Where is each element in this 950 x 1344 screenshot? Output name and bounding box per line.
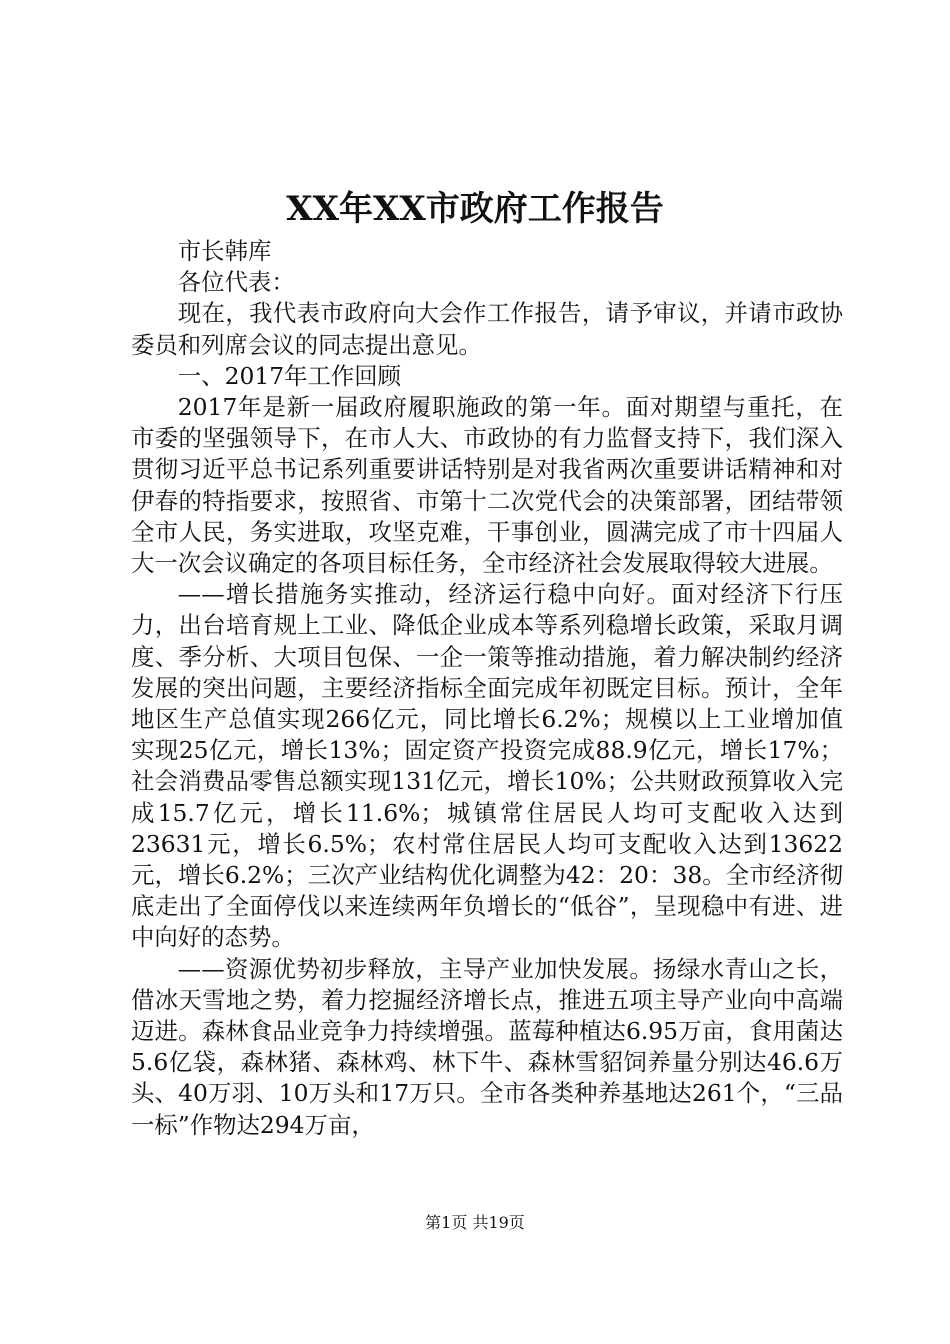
paragraph-industry: ——资源优势初步释放，主导产业加快发展。扬绿水青山之长，借冰天雪地之势，着力挖掘经济增长点，推进五项主导产业向中高端迈进。森林食品业竞争力持续增强。蓝莓种植达6.95万亩，食用菌达5.6亿袋，森林猪、森林鸡、林下牛、森林雪貂饲养量分别达46.6万头、40万羽、10万头和17万只。全市各类种养基地达261个，“三品一标”作物达294万亩， [131,954,844,1139]
paragraph-intro: 现在，我代表市政府向大会作工作报告，请予审议，并请市政协委员和列席会议的同志提出意见。 [131,299,843,359]
document-title: XX年XX市政府工作报告 [286,189,664,229]
paragraph-growth: ——增长措施务实推动，经济运行稳中向好。面对经济下行压力，出台培育规上工业、降低企业成本等系列稳增长政策，采取月调度、季分析、大项目包保、一企一策等推动措施，着力解决制约经济发展的突出问题，主要经济指标全面完成年初既定目标。预计，全年地区生产总值实现266亿元，同比增长6.2%；规模以上工业增加值实现25亿元，增长13%；固定资产投资完成88.9亿元，增长17%；社会消费品零售总额实现131亿元，增长10%；公共财政预算收入完成15.7亿元，增长11.6%；城镇常住居民人均可支配收入达到23631元，增长6.5%；农村常住居民人均可支配收入达到13622元，增长6.2%；三次产业结构优化调整为42：20：38。全市经济彻底走出了全面停伐以来连续两年负增长的“低谷”，呈现稳中有进、进中向好的态势。 [131,580,843,952]
section-heading: 一、2017年工作回顾 [177,361,402,390]
page-number: 第1页 共19页 [425,1213,525,1232]
paragraph-review: 2017年是新一届政府履职施政的第一年。面对期望与重托，在市委的坚强领导下，在市人大、市政协的有力监督支持下，我们深入贯彻习近平总书记系列重要讲话特别是对我省两次重要讲话精神和对伊春的特指要求，按照省、市第十二次党代会的决策部署，团结带领全市人民，务实进取，攻坚克难，干事创业，圆满完成了市十四届人大一次会议确定的各项目标任务，全市经济社会发展取得较大进展。 [131,393,843,578]
document-body [131,236,843,1141]
paragraph-author: 市长韩库 [177,237,272,265]
paragraph-salutation: 各位代表： [177,268,295,297]
